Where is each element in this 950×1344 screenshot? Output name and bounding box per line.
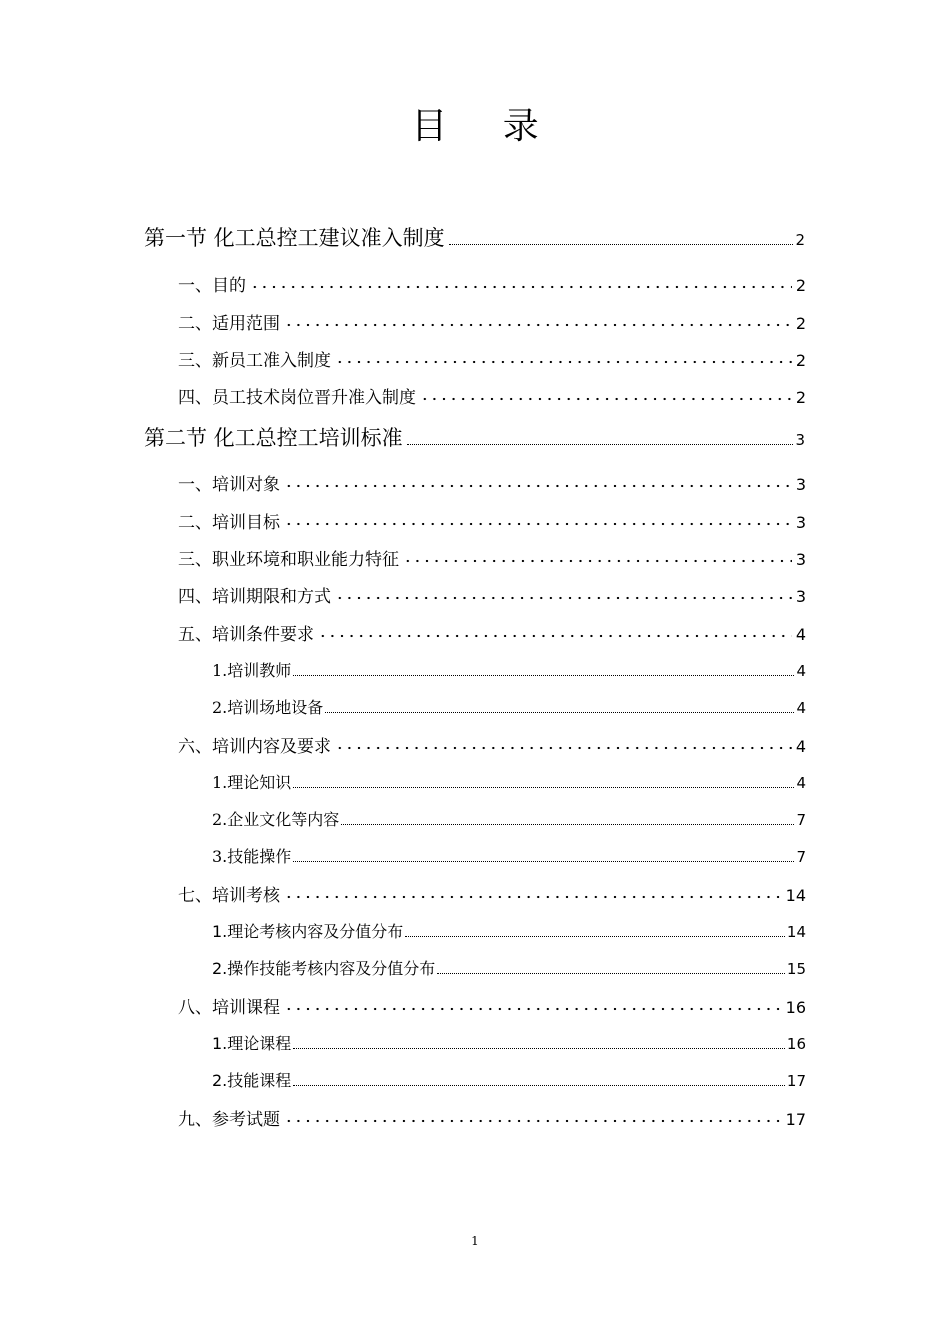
toc-dot-leader — [293, 1083, 785, 1086]
toc-entry-page: 4 — [795, 737, 806, 756]
toc-entry[interactable] — [178, 1105, 806, 1130]
toc-entry-label: 1.理论考核内容及分值分布 — [212, 922, 404, 941]
toc-dot-leader — [293, 1046, 785, 1049]
toc-entry[interactable] — [212, 1068, 806, 1091]
toc-dot-leader — [293, 785, 794, 788]
toc-entry-page: 4 — [796, 699, 806, 717]
toc-entry-label: 2.培训场地设备 — [212, 698, 324, 717]
toc-entry-page: 2 — [795, 314, 806, 333]
toc-entry-label: 五、培训条件要求 — [178, 625, 314, 645]
toc-entry-page: 16 — [786, 1035, 806, 1053]
toc-entry[interactable] — [212, 844, 806, 867]
toc-dot-leader — [250, 285, 792, 289]
toc-entry-page: 2 — [795, 351, 806, 370]
toc-entry-label: 八、培训课程 — [178, 998, 280, 1018]
toc-entry-label: 1.理论知识 — [212, 773, 292, 792]
toc-dot-leader — [284, 895, 782, 899]
toc-dot-leader — [284, 1007, 782, 1011]
toc-dot-leader — [335, 746, 792, 750]
toc-entry-label: 七、培训考核 — [178, 886, 280, 906]
toc-entry-page: 2 — [795, 231, 805, 249]
toc-entry[interactable] — [178, 271, 806, 296]
toc-entry[interactable] — [212, 956, 806, 979]
toc-entry[interactable] — [212, 658, 806, 681]
toc-entry-page: 3 — [795, 475, 806, 494]
toc-entry[interactable] — [178, 383, 806, 408]
toc-dot-leader — [420, 397, 792, 401]
toc-entry-label: 三、新员工准入制度 — [178, 351, 331, 371]
toc-entry-page: 3 — [795, 513, 806, 532]
toc-entry[interactable] — [178, 993, 806, 1018]
toc-entry[interactable] — [144, 222, 805, 252]
toc-entry-page: 14 — [785, 886, 806, 905]
toc-entry[interactable] — [178, 620, 806, 645]
toc-dot-leader — [318, 634, 792, 638]
toc-dot-leader — [284, 484, 792, 488]
toc-dot-leader — [403, 559, 792, 563]
toc-dot-leader — [449, 242, 794, 245]
toc-entry-page: 2 — [795, 388, 806, 407]
toc-entry-page: 17 — [786, 1072, 806, 1090]
page-title: 目 录 — [411, 106, 561, 147]
toc-entry-page: 2 — [795, 276, 806, 295]
toc-entry-label: 2.操作技能考核内容及分值分布 — [212, 959, 436, 978]
toc-dot-leader — [293, 859, 794, 862]
toc-entry-page: 16 — [785, 998, 806, 1017]
toc-entry-label: 1.培训教师 — [212, 661, 292, 680]
toc-entry[interactable] — [178, 508, 806, 533]
toc-entry-label: 一、培训对象 — [178, 475, 280, 495]
toc-entry[interactable] — [178, 470, 806, 495]
toc-entry-label: 第一节 化工总控工建议准入制度 — [144, 226, 445, 250]
toc-entry-label: 四、培训期限和方式 — [178, 587, 331, 607]
toc-entry-label: 六、培训内容及要求 — [178, 737, 331, 757]
toc-dot-leader — [341, 822, 794, 825]
toc-dot-leader — [335, 596, 792, 600]
toc-entry-page: 7 — [796, 848, 806, 866]
toc-entry-label: 一、目的 — [178, 276, 246, 296]
toc-dot-leader — [407, 442, 794, 445]
toc-dot-leader — [284, 1119, 782, 1123]
toc-dot-leader — [325, 710, 794, 713]
toc-entry[interactable] — [178, 732, 806, 757]
toc-entry[interactable] — [178, 582, 806, 607]
toc-entry-page: 15 — [786, 960, 806, 978]
toc-entry-page: 4 — [795, 625, 806, 644]
toc-entry-label: 第二节 化工总控工培训标准 — [144, 426, 403, 450]
toc-entry[interactable] — [144, 422, 805, 452]
toc-dot-leader — [284, 323, 792, 327]
toc-entry[interactable] — [212, 1031, 806, 1054]
toc-entry-label: 二、培训目标 — [178, 513, 280, 533]
toc-entry-label: 3.技能操作 — [212, 847, 292, 866]
toc-entry-page: 4 — [796, 774, 806, 792]
toc-entry-label: 2.技能课程 — [212, 1071, 292, 1090]
toc-dot-leader — [293, 673, 794, 676]
toc-dot-leader — [284, 522, 792, 526]
toc-entry-label: 九、参考试题 — [178, 1110, 280, 1130]
page-number: 1 — [471, 1234, 479, 1248]
toc-entry-page: 14 — [786, 923, 806, 941]
toc-entry-label: 四、员工技术岗位晋升准入制度 — [178, 388, 416, 408]
toc-dot-leader — [405, 934, 785, 937]
toc-entry[interactable] — [178, 346, 806, 371]
toc-entry-page: 3 — [795, 550, 806, 569]
toc-entry-page: 7 — [796, 811, 806, 829]
toc-entry[interactable] — [212, 695, 806, 718]
toc-entry[interactable] — [212, 770, 806, 793]
toc-entry[interactable] — [178, 545, 806, 570]
toc-entry-page: 3 — [795, 587, 806, 606]
toc-dot-leader — [335, 360, 792, 364]
toc-entry-label: 2.企业文化等内容 — [212, 810, 340, 829]
toc-entry[interactable] — [212, 807, 806, 830]
toc-dot-leader — [437, 971, 785, 974]
toc-entry-page: 3 — [795, 431, 805, 449]
toc-entry-label: 二、适用范围 — [178, 314, 280, 334]
toc-entry-page: 17 — [785, 1110, 806, 1129]
toc-entry[interactable] — [178, 881, 806, 906]
toc-entry[interactable] — [178, 309, 806, 334]
toc-entry[interactable] — [212, 919, 806, 942]
toc-entry-page: 4 — [796, 662, 806, 680]
toc-entry-label: 1.理论课程 — [212, 1034, 292, 1053]
toc-entry-label: 三、职业环境和职业能力特征 — [178, 550, 399, 570]
